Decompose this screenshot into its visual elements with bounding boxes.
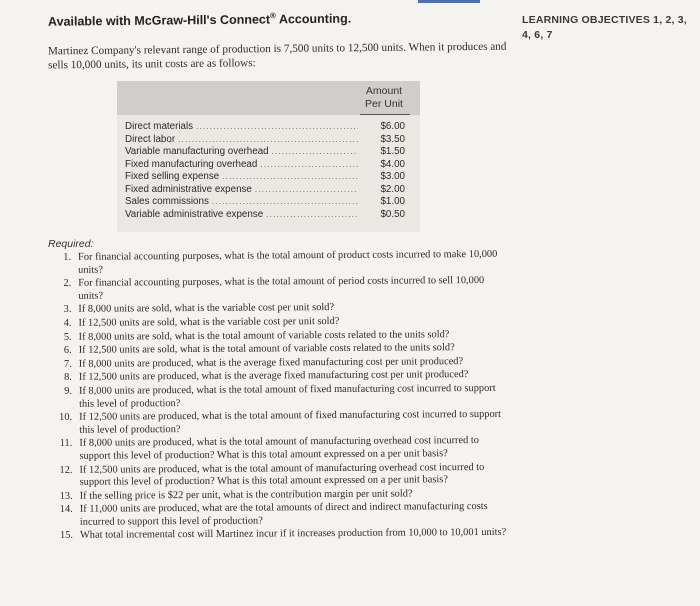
question-item	[49, 461, 509, 489]
cost-row-label: Fixed administrative expense	[125, 183, 252, 195]
question-number: 13.	[59, 490, 73, 502]
question-text: If the selling price is $22 per unit, what is the contribution margin per unit sold?	[79, 488, 413, 502]
question-number: 6.	[63, 344, 72, 357]
cost-row	[125, 146, 415, 159]
cost-row-label: Variable administrative expense	[125, 208, 264, 220]
question-text: What total incremental cost will Martinez incur if it increases production from 10,000 to 10,001 units?	[79, 527, 507, 542]
cost-row-label: Fixed manufacturing overhead	[125, 158, 258, 170]
question-list	[48, 249, 510, 543]
cost-row-label: Fixed selling expense	[125, 171, 220, 182]
problem-intro: Martinez Company's relevant range of production is 7,500 units to 12,500 units. When it produces and sells 10,000 units, its unit costs are as follows:	[47, 40, 507, 72]
question-item	[49, 409, 509, 437]
dot-leader	[266, 210, 358, 219]
question-number: 7.	[63, 358, 72, 370]
question-text: If 8,000 units are sold, what is the variable cost per unit sold?	[78, 302, 335, 316]
question-item	[48, 249, 508, 277]
question-number: 3.	[63, 304, 72, 316]
cost-row-value: $0.50	[380, 208, 405, 220]
question-number: 12.	[59, 464, 73, 476]
question-number: 14.	[59, 504, 73, 516]
dot-leader	[272, 147, 358, 156]
cost-row-value: $4.00	[380, 158, 405, 170]
registered-mark: ®	[269, 11, 276, 21]
cost-row-value: $1.00	[380, 196, 405, 207]
question-text: If 8,000 units are produced, what is the total amount of manufacturing overhead cost incurred to support this level of production? What is this total amount expressed on a per unit basis?	[79, 435, 480, 462]
dot-leader	[212, 197, 358, 206]
dot-leader	[178, 135, 358, 144]
cost-row	[125, 196, 415, 209]
cost-row-value: $2.00	[380, 183, 405, 195]
column-header-rule	[360, 114, 410, 115]
top-accent-bar	[418, 0, 480, 3]
column-header-amount-per-unit: Amount Per Unit	[365, 85, 403, 110]
required-label: Required:	[48, 238, 94, 250]
question-item	[50, 527, 510, 543]
question-text: If 11,000 units are produced, what are the total amounts of direct and indirect manufacturing costs incurred to support this level of production?	[79, 501, 488, 528]
question-item	[49, 383, 509, 411]
question-text: If 12,500 units are produced, what is the average fixed manufacturing cost per unit produced?	[78, 369, 469, 384]
question-number: 5.	[63, 331, 72, 343]
question-number: 4.	[63, 317, 72, 329]
cost-row-label: Direct materials	[125, 121, 194, 132]
cost-row	[125, 209, 415, 222]
question-text: For financial accounting purposes, what is the total amount of product costs incurred to make 10,000 units?	[77, 248, 498, 276]
cost-row-label: Variable manufacturing overhead	[125, 146, 269, 157]
unit-cost-table	[117, 81, 420, 232]
question-number: 2.	[63, 278, 72, 290]
cost-row-value: $1.50	[380, 146, 405, 157]
cost-row-label: Sales commissions	[125, 196, 209, 207]
question-item	[50, 501, 510, 529]
question-text: If 12,500 units are produced, what is the total amount of manufacturing overhead cost incurred to support this level of production? What is this total amount expressed on a per unit basis?	[79, 461, 485, 488]
question-text: For financial accounting purposes, what is the total amount of period costs incurred to sell 10,000 units?	[78, 275, 485, 302]
cost-rows	[125, 121, 415, 221]
cost-row-value: $3.00	[380, 171, 405, 182]
cost-row-value: $3.50	[380, 133, 405, 145]
dot-leader	[255, 185, 358, 194]
question-number: 9.	[64, 385, 73, 397]
question-text: If 12,500 units are sold, what is the variable cost per unit sold?	[78, 315, 340, 329]
cost-row	[125, 171, 415, 184]
dot-leader	[260, 160, 358, 169]
question-text: If 8,000 units are produced, what is the total amount of fixed manufacturing cost incurred to support this level of production?	[78, 382, 496, 410]
question-item	[48, 275, 508, 303]
question-text: If 12,500 units are produced, what is the total amount of fixed manufacturing cost incurred to support this level of production?	[79, 408, 502, 436]
question-item	[49, 435, 509, 463]
cost-row	[125, 134, 415, 147]
objectives-line-2: 4, 6, 7	[522, 29, 553, 41]
question-number: 8.	[64, 372, 72, 384]
objectives-line-1: LEARNING OBJECTIVES 1, 2, 3,	[522, 14, 687, 26]
learning-objectives	[522, 13, 692, 43]
question-number: 10.	[59, 411, 73, 424]
cost-row-value: $6.00	[380, 121, 405, 132]
cost-row	[125, 121, 415, 134]
dot-leader	[222, 172, 358, 181]
question-number: 11.	[59, 438, 73, 450]
cost-row-label: Direct labor	[125, 133, 176, 145]
question-number: 15.	[59, 530, 74, 542]
cost-row	[125, 184, 415, 197]
cost-row	[125, 159, 415, 172]
question-text: If 8,000 units are produced, what is the average fixed manufacturing cost per unit produced?	[78, 355, 464, 370]
question-number: 1.	[63, 251, 72, 263]
question-text: If 12,500 units are sold, what is the total amount of variable costs related to the units sold?	[78, 342, 455, 356]
question-text: If 8,000 units are sold, what is the total amount of variable costs related to the units sold?	[78, 328, 450, 343]
dot-leader	[196, 122, 358, 131]
page-title: Available with McGraw-Hill's Connect® Accounting.	[47, 11, 352, 29]
